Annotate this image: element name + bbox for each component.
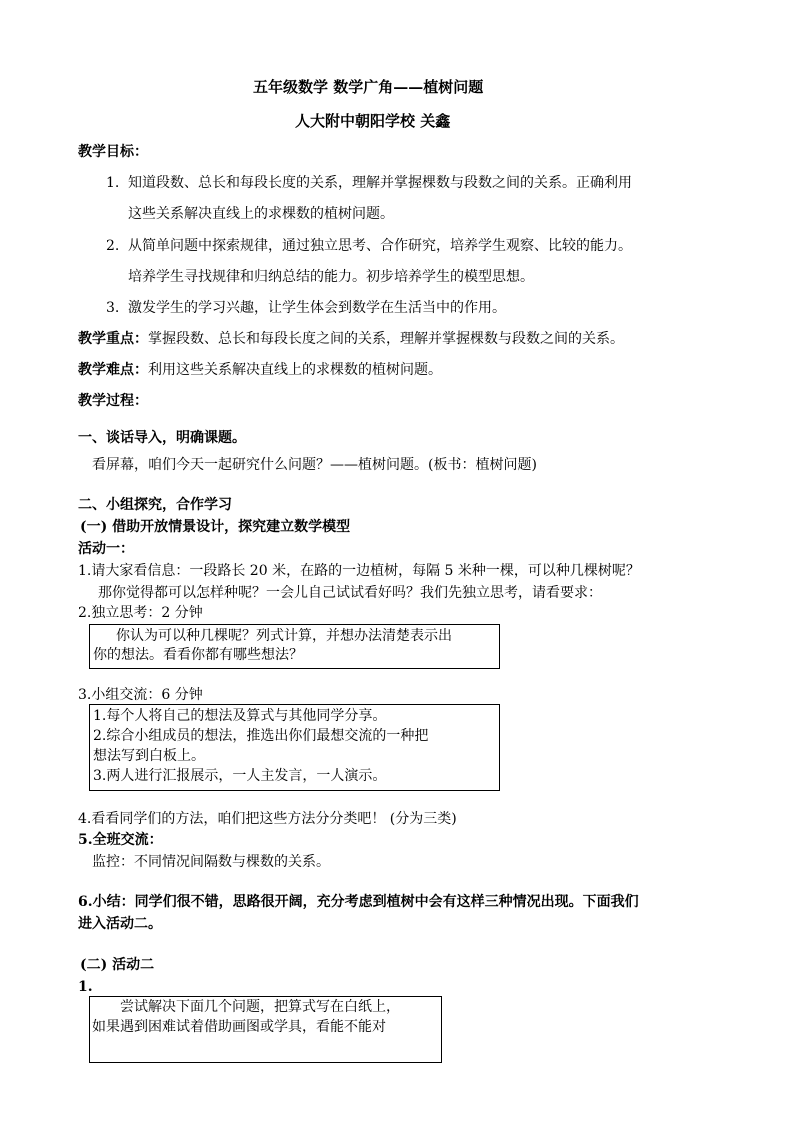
objective-1-line2: 这些关系解决直线上的求棵数的植树问题。 xyxy=(128,206,394,222)
document-title: 五年级数学 数学广角——植树问题 xyxy=(253,78,484,96)
objective-2-line1: 从简单问题中探索规律，通过独立思考、合作研究，培养学生观察、比较的能力。 xyxy=(128,238,632,254)
activity1-heading: 活动一： xyxy=(78,541,134,557)
step5: 5.全班交流： xyxy=(78,832,163,848)
key-point-text: 掌握段数、总长和每段长度之间的关系，理解并掌握棵数与段数之间的关系。 xyxy=(148,331,624,347)
difficulty-text: 利用这些关系解决直线上的求棵数的植树问题。 xyxy=(148,362,442,378)
box2-line4: 3.两人进行汇报展示，一人主发言，一人演示。 xyxy=(93,768,387,784)
step2: 2.独立思考：2 分钟 xyxy=(78,605,203,621)
activity2-task-box xyxy=(89,996,442,1063)
difficulty-label: 教学难点： xyxy=(78,362,148,378)
objective-1-line1: 知道段数、总长和每段长度的关系，理解并掌握棵数与段数之间的关系。正确利用 xyxy=(128,175,632,191)
activity2-item1: 1. xyxy=(78,979,93,995)
box1-line2: 你的想法。看看你都有哪些想法？ xyxy=(93,647,303,663)
step3: 3.小组交流：6 分钟 xyxy=(78,687,203,703)
section2-heading: 二、小组探究，合作学习 xyxy=(78,497,232,513)
think-requirement-box xyxy=(89,624,500,669)
box2-line1: 1.每个人将自己的想法及算式与其他同学分享。 xyxy=(93,708,387,724)
difficulty xyxy=(78,362,442,379)
group-discussion-box xyxy=(89,704,500,791)
summary-line2: 进入活动二。 xyxy=(78,916,162,932)
objective-1-num: 1. xyxy=(106,175,120,191)
step1-line2: 那你觉得都可以怎样种呢？一会儿自己试试看好吗？我们先独立思考，请看要求： xyxy=(98,585,602,601)
step1-line1: 1.请大家看信息：一段路长 20 米，在路的一边植树，每隔 5 米种一棵，可以种几棵树呢？ xyxy=(78,563,640,579)
summary-line1: 6.小结：同学们很不错，思路很开阔，充分考虑到植树中会有这样三种情况出现。下面我们 xyxy=(78,894,639,910)
section2-sub1: (一) 借助开放情景设计，探究建立数学模型 xyxy=(80,519,351,535)
box2-line3: 想法写到白板上。 xyxy=(93,748,205,764)
key-point xyxy=(78,331,624,348)
objective-2-line2: 培养学生寻找规律和归纳总结的能力。初步培养学生的模型思想。 xyxy=(128,269,534,285)
monitor-text: 监控：不同情况间隔数与棵数的关系。 xyxy=(92,854,330,870)
objective-3-num: 3. xyxy=(106,300,120,316)
section1-heading: 一、谈话导入，明确课题。 xyxy=(78,430,246,446)
box3-line2: 如果遇到困难试着借助画图或学具，看能不能对 xyxy=(92,1019,386,1035)
step4: 4.看看同学们的方法，咱们把这些方法分分类吧！ (分为三类) xyxy=(78,811,457,827)
section2-sub2: (二) 活动二 xyxy=(80,957,155,973)
box2-line2: 2.综合小组成员的想法，推选出你们最想交流的一种把 xyxy=(93,728,429,744)
process-heading: 教学过程： xyxy=(78,393,148,409)
box3-line1: 尝试解决下面几个问题，把算式写在白纸上， xyxy=(120,999,400,1015)
key-point-label: 教学重点： xyxy=(78,331,148,347)
school-author: 人大附中朝阳学校 关鑫 xyxy=(295,112,451,130)
box1-line1: 你认为可以种几棵呢？列式计算，并想办法清楚表示出 xyxy=(116,628,452,644)
section1-text: 看屏幕，咱们今天一起研究什么问题？——植树问题。(板书：植树问题) xyxy=(92,457,537,473)
objective-3-line1: 激发学生的学习兴趣，让学生体会到数学在生活当中的作用。 xyxy=(128,300,506,316)
objective-2-num: 2. xyxy=(106,238,120,254)
objectives-heading: 教学目标： xyxy=(78,144,148,160)
